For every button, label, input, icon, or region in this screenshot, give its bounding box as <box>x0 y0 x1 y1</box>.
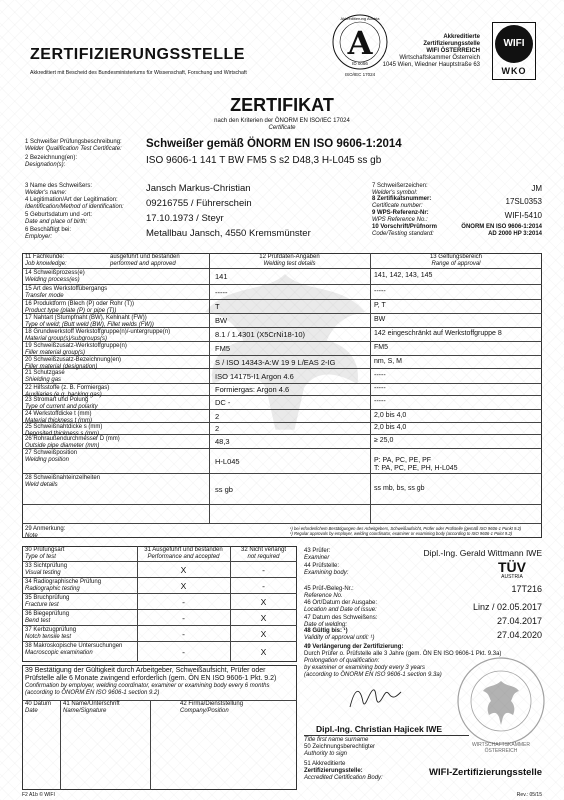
field-2-value: ISO 9606-1 141 T BW FM5 S s2 D48,3 H-L045 ss gb <box>146 155 382 166</box>
header-label: 40 Datum <box>25 701 52 707</box>
row-test-value: DC - <box>215 398 231 407</box>
row-label <box>25 301 210 315</box>
header-13 <box>370 254 542 268</box>
range-line: ≥ 25,0 <box>374 437 394 444</box>
akk-ring-text: Akkreditierung Austria <box>340 16 380 21</box>
row-range-value <box>374 272 432 280</box>
row-label-de: 25 Schweißnahtdicke s (mm) <box>25 424 103 430</box>
row-range-value <box>374 412 406 420</box>
signer-title: Title first name surname <box>304 737 369 743</box>
header-label-en: Range of approval <box>431 261 481 267</box>
row-label-en: Filler material (designation) <box>25 364 98 370</box>
field-label-en: Reference No. <box>304 593 343 599</box>
confirm-line: Prüfstelle alle 6 Monate zwingend erforderlich (gem. ÖN EN ISO 9606-1 Pkt. 9.2) <box>25 675 277 682</box>
zs-title: ZERTIFIZIERUNGSSTELLE <box>30 46 245 63</box>
field-49-line: (according to ÖNORM EN ISO 9606-1 section 9.3a) <box>304 672 442 678</box>
field-8-value: 17SL0353 <box>505 197 542 206</box>
row-range-value <box>374 424 406 432</box>
test-not-required-mark: X <box>260 613 267 623</box>
row-label-de: 17 Nahtart (Stumpfnaht (BW), Kehlnaht (FW)) <box>25 315 147 321</box>
field-10-value-line: AD 2000 HP 3:2014 <box>488 231 542 237</box>
table-row <box>22 369 542 384</box>
test-done-mark: X <box>180 565 187 575</box>
field-50 <box>304 744 375 758</box>
footer-right: Rev.: 05/15 <box>516 792 542 798</box>
row-label <box>25 436 210 450</box>
header-12 <box>209 254 370 268</box>
field-label-en: Location and Date of issue: <box>304 607 377 613</box>
table-row <box>22 314 542 328</box>
row-test-value: S / ISO 14343-A:W 19 9 L/EAS 2-IG <box>215 357 336 367</box>
table-row <box>22 300 542 314</box>
range-line: ----- <box>374 287 386 295</box>
akk-letter: A <box>347 24 373 62</box>
range-line: 142 eingeschränkt auf Werkstoffgruppe 8 <box>374 330 502 337</box>
field-label: 49 Verlängerung der Zertifizierung: <box>304 644 404 650</box>
field-7-label <box>372 183 428 197</box>
row-range-value <box>374 485 425 493</box>
row-label-de: 27 Schweißposition <box>25 450 78 456</box>
row-test-value: 2 <box>215 424 220 433</box>
field-10-value-line: ÖNORM EN ISO 9606-1:2014 <box>461 224 542 230</box>
test-label-de: 35 Bruchprüfung <box>25 595 70 601</box>
field-46-value: Linz / 02.05.2017 <box>472 602 542 612</box>
field-label: 50 Zeichnungsberechtigter <box>304 744 376 750</box>
row-test-value: H-L045 <box>215 456 240 466</box>
test-label <box>25 563 67 577</box>
row-range-value <box>374 358 402 366</box>
field-label-en: WPS Reference No.: <box>372 217 428 223</box>
range-line: T: PA, PC, PE, PH, H-L045 <box>374 464 458 472</box>
row-label-de: 26 Rohraußendurchmesser D (mm) <box>25 436 120 442</box>
test-row <box>22 594 297 610</box>
field-label-en: Validity of approval until: ¹) <box>304 635 375 641</box>
field-label: 3 Name des Schweißers: <box>25 183 93 189</box>
test-label-de: 38 Makroskopische Untersuchungen <box>25 643 123 649</box>
test-not-required-mark: - <box>262 581 265 591</box>
field-5-label <box>25 212 92 226</box>
range-line: ----- <box>374 398 386 405</box>
table-row <box>22 435 542 449</box>
field-5-value: 17.10.1973 / Steyr <box>146 213 224 224</box>
test-label-en: Fracture test <box>25 602 59 608</box>
row-range-value <box>374 302 386 310</box>
field-label: 43 Prüfer: <box>304 548 331 554</box>
row-label <box>25 343 210 357</box>
field-label: 6 Beschäftigt bei: <box>25 227 72 233</box>
row-test-value: ss gb <box>215 484 233 494</box>
field-48-label <box>304 628 374 642</box>
header-11b <box>110 254 180 268</box>
field-label-en: Welder Qualification Test Certificate: <box>25 146 122 152</box>
certificate-subtitle: nach den Kriterien der ÖNORM EN ISO/IEC 17024 <box>214 118 350 124</box>
field-label-en: Examining body: <box>304 570 349 576</box>
wifi-logo <box>492 22 536 80</box>
signature <box>345 682 405 712</box>
field-label: 4 Legitimation/Art der Legitimation: <box>25 197 118 203</box>
field-label-en: Designation(s): <box>25 162 66 168</box>
certificate-title: ZERTIFIKAT <box>230 95 334 115</box>
field-10-label <box>372 224 437 238</box>
field-label: 44 Prüfstelle: <box>304 563 340 569</box>
header-40 <box>25 701 51 715</box>
field-43-label <box>304 548 330 562</box>
table-row <box>22 396 542 410</box>
test-done-mark: - <box>182 647 185 657</box>
field-label-en: Date and place of birth: <box>25 219 88 225</box>
range-line: FM5 <box>374 344 388 351</box>
row-label-en: Transfer mode <box>25 293 64 299</box>
row-test-value: 8.1 / 1.4301 (X5CrNi18-10) <box>215 330 306 339</box>
test-not-required-mark: - <box>262 565 265 575</box>
table-row <box>22 423 542 435</box>
field-48-value: 27.04.2020 <box>496 630 542 640</box>
header-label: 11 Fachkunde: <box>25 254 65 260</box>
table-row <box>22 356 542 369</box>
field-9-label <box>372 210 429 224</box>
header-31 <box>137 547 230 561</box>
right-header <box>360 34 480 69</box>
field-47-label <box>304 615 377 629</box>
field-6-value: Metallbau Jansch, 4550 Kremsmünster <box>146 228 311 239</box>
field-label-en: Code/Testing standard: <box>372 231 434 237</box>
range-line: 2,0 bis 4,0 <box>374 424 407 431</box>
range-line: 141, 142, 143, 145 <box>374 272 433 279</box>
header-label-en: Welding test details <box>263 261 316 267</box>
test-label <box>25 627 76 641</box>
signer-name: Dipl.-Ing. Christian Hajicek IWE <box>316 724 443 734</box>
test-row <box>22 626 297 642</box>
field-label: 51 Akkreditierte <box>304 761 346 767</box>
test-label-de: 33 Sichtprüfung <box>25 563 68 569</box>
row-test-value: FM5 <box>215 344 230 353</box>
note-label-en: Note <box>25 533 38 539</box>
field-2-label <box>25 155 77 169</box>
field-label: 5 Geburtsdatum und -ort: <box>25 212 93 218</box>
field-1-value: Schweißer gemäß ÖNORM EN ISO 9606-1:2014 <box>146 138 402 150</box>
test-row <box>22 610 297 626</box>
row-label-en: Deposited thickness s (mm) <box>25 431 100 437</box>
table-row <box>22 328 542 342</box>
range-line: BW <box>374 316 386 323</box>
certificate-subtitle-en: Certificate <box>268 125 296 131</box>
field-8-label <box>372 196 431 210</box>
confirm-39 <box>25 667 295 697</box>
test-not-required-mark: X <box>260 629 267 639</box>
field-44-label <box>304 563 348 577</box>
test-done-mark: - <box>182 613 185 623</box>
header-label-en: performed and approved <box>110 261 176 267</box>
header-32 <box>230 547 297 561</box>
wko-seal-icon <box>455 655 547 747</box>
right-header-line: Wirtschaftskammer Österreich <box>399 55 480 61</box>
row-test-value: 2 <box>215 411 220 421</box>
tuv-logo-sub: AUSTRIA <box>501 574 523 580</box>
row-label <box>25 397 210 411</box>
header-11 <box>25 254 67 268</box>
header-label: 31 Ausgeführt und bestanden <box>144 547 223 553</box>
wifi-logo-text: WIFI <box>495 25 533 63</box>
test-label-de: 37 Kerbzugprüfung <box>25 627 77 633</box>
row-range-value <box>374 316 385 324</box>
row-label-de: 23 Stromart und Polung <box>25 397 89 403</box>
header-label: 13 Geltungsbereich <box>429 254 483 260</box>
row-label-de: 21 Schutzgase <box>25 370 65 376</box>
test-row <box>22 642 297 662</box>
row-test-value: ISO 14175-I1 Argon 4.6 <box>215 371 294 381</box>
header-30 <box>25 547 64 561</box>
header-label-en: not required <box>247 554 280 560</box>
field-46-label <box>304 600 377 614</box>
header-41 <box>63 701 120 715</box>
row-label-en: Product type (plate (P) or pipe (T)) <box>25 308 117 314</box>
field-51 <box>304 761 383 782</box>
row-label-en: Welding position <box>25 457 69 463</box>
row-label-en: Material group(s)/subgroups(s) <box>25 336 108 342</box>
akk-number: ID 0056 <box>352 61 368 66</box>
test-label-en: Notch tensile test <box>25 634 72 640</box>
row-label <box>25 475 210 489</box>
field-label: 7 Schweißerzeichen: <box>372 183 428 189</box>
row-label-en: Auxiliaries (e.g. backing gas) <box>25 392 102 398</box>
field-10-value <box>461 224 542 238</box>
note-label: 29 Anmerkung: <box>25 526 66 532</box>
row-label-en: Outside pipe diameter (mm) <box>25 443 100 449</box>
field-label-en: Identification/Method of identification: <box>25 204 124 210</box>
table-row <box>22 342 542 356</box>
table-row <box>22 449 542 474</box>
header-label-en: Name/Signature <box>63 708 107 714</box>
field-label-en: Authority to sign <box>304 751 348 757</box>
field-9-value: WIFI-5410 <box>504 211 542 220</box>
header-label-en: Job knowledge: <box>25 261 67 267</box>
confirm-line-en: Confirmation by employer, welding coordinator, examiner or examining body every 6 months <box>25 683 270 689</box>
row-label <box>25 329 210 343</box>
header-label: 41 Name/Unterschrift <box>63 701 120 707</box>
test-not-required-mark: X <box>260 647 267 657</box>
field-7-value: JM <box>531 184 542 193</box>
range-line: P: PA, PC, PE, PF <box>374 456 432 464</box>
row-label-de: 15 Art des Werkstoffübergangs <box>25 286 108 292</box>
test-label <box>25 611 69 625</box>
row-label-en: Type of current and polarity <box>25 404 98 410</box>
field-4-label <box>25 197 124 211</box>
field-label-en: Date of welding: <box>304 622 348 628</box>
row-range-value <box>374 288 386 296</box>
test-label-en: Bend test <box>25 618 51 624</box>
note-29 <box>25 526 65 540</box>
row-label-en: Shielding gas <box>25 377 62 383</box>
header-label-en: Type of test <box>25 554 56 560</box>
field-4-value: 09216755 / Führerschein <box>146 198 252 209</box>
akk-standard: ISO/IEC 17024 <box>344 72 376 77</box>
field-3-label <box>25 183 92 197</box>
right-header-line: Akkreditierte <box>443 34 480 40</box>
field-label: 45 Prüf-/Beleg-Nr.: <box>304 586 354 592</box>
zs-subtitle: Akkreditiert mit Bescheid des Bundesministeriums für Wissenschaft, Forschung und Wirtschaft <box>30 70 247 76</box>
row-label-de: 22 Hilfsstoffe (z. B. Formiergas) <box>25 385 110 391</box>
row-test-value: BW <box>215 316 228 325</box>
row-test-value: T <box>215 302 220 311</box>
footer-left: F2 A1b © WIFI <box>22 792 55 798</box>
test-done-mark: X <box>180 581 187 591</box>
range-line: P, T <box>374 302 386 309</box>
row-label <box>25 286 210 300</box>
row-test-value: 141 <box>215 272 228 281</box>
row-label-en: Welding process(es) <box>25 277 80 283</box>
confirm-line-en: (according to ÖNORM EN ISO 9606-1 section 9.2) <box>25 690 160 696</box>
row-label-de: 24 Werkstoffdicke t (mm) <box>25 411 92 417</box>
test-label <box>25 595 69 609</box>
confirm-line: 39 Bestätigung der Gültigkeit durch Arbeitgeber, Schweißaufsicht, Prüfer oder <box>25 667 266 674</box>
field-label: 46 Ort/Datum der Ausgabe: <box>304 600 378 606</box>
field-label: 9 WPS-Referenz-Nr: <box>372 210 429 216</box>
field-45-value: 17T216 <box>511 584 542 594</box>
row-range-value <box>374 344 388 352</box>
tuv-logo <box>490 560 534 580</box>
row-label-de: 19 Schweißzusatz-Werkstoffgruppe(n) <box>25 343 127 349</box>
seal-ring-text: WIRTSCHAFTSKAMMER ÖSTERREICH <box>472 742 530 754</box>
test-label-en: Visual testing <box>25 570 61 576</box>
table-row <box>22 410 542 423</box>
field-label: 8 Zertifikatsnummer: <box>372 196 432 202</box>
header-label-en: Performance and accepted <box>147 554 220 560</box>
right-header-line: Zertifizierungsstelle <box>423 41 480 47</box>
wko-logo-text: WKO <box>501 66 527 76</box>
tuv-logo-text: TÜV <box>498 559 526 575</box>
row-test-value: ----- <box>215 287 228 297</box>
row-label-de: 28 Schweißnahteinzelheiten <box>25 475 101 481</box>
row-label-de: 20 Schweißzusatz-Bezeichnung(en) <box>25 357 122 363</box>
table-row <box>22 285 542 300</box>
row-label <box>25 370 210 384</box>
range-line: ss mb, bs, ss gb <box>374 484 425 492</box>
field-49-line: Durch Prüfer o. Prüfstelle alle 3 Jahre (gem. ÖN EN ISO 9606-1 Pkt. 9.3a) <box>304 651 502 657</box>
row-label <box>25 315 210 329</box>
table-row <box>22 474 542 505</box>
field-1-label <box>25 139 122 153</box>
field-6-label <box>25 227 71 241</box>
field-label-en: Examiner <box>304 555 330 561</box>
right-header-line: 1045 Wien, Wiedner Hauptstraße 63 <box>382 62 480 68</box>
row-label-de: 16 Produktform (Blech (P) oder Rohr (T)) <box>25 301 135 307</box>
test-label-de: 36 Biegeprüfung <box>25 611 70 617</box>
field-label-en: Accredited Certification Body: <box>304 775 383 781</box>
header-label: ausgeführt und bestanden <box>110 254 180 260</box>
row-range-value <box>374 385 386 393</box>
field-label: 2 Bezeichnung(en): <box>25 155 78 161</box>
row-label-en: Material thickness t (mm) <box>25 418 93 424</box>
row-range-value <box>374 457 458 473</box>
field-label-en: Employer: <box>25 234 53 240</box>
header-label: 32 Nicht verlangt <box>240 547 287 553</box>
range-line: 2,0 bis 4,0 <box>374 411 407 419</box>
field-49-line: by examiner or examining body every 3 years <box>304 665 426 671</box>
footnote-2: ¹) Regular approvals by employer, welding coordinator, examiner or examining body (according to ISO 9606-1 Point 9.2) <box>290 531 513 536</box>
field-label: 1 Schweißer Prüfungsbeschreibung: <box>25 139 122 145</box>
table-row <box>22 269 542 285</box>
row-range-value <box>374 437 393 445</box>
field-47-value: 27.04.2017 <box>496 616 542 626</box>
row-test-value: 48,3 <box>215 437 230 446</box>
field-49-line: Prolongation of qualification: <box>304 658 380 664</box>
right-header-line: WIFI ÖSTERREICH <box>426 48 480 54</box>
row-label-en: Type of weld; (Butt weld (BW), Fillet welds (FW)) <box>25 322 154 328</box>
row-test-value: Formiergas: Argon 4.6 <box>215 385 290 394</box>
test-label-en: Radiographic testing <box>25 586 80 592</box>
test-row <box>22 578 297 594</box>
field-label-en: Welder's name: <box>25 190 67 196</box>
header-label: 12 Prüfdaten-Angaben <box>259 254 320 260</box>
range-line: nm, S, M <box>374 357 403 365</box>
header-label: 42 Firma/Dienststellung <box>180 701 244 707</box>
row-label-en: Filler material group(s) <box>25 350 86 356</box>
field-label: Zertifizierungsstelle: <box>304 768 363 774</box>
header-42 <box>180 701 243 715</box>
range-line: ----- <box>374 385 386 392</box>
table-row <box>22 384 542 396</box>
field-label: 47 Datum des Schweißens: <box>304 615 378 621</box>
test-not-required-mark: X <box>260 597 267 607</box>
row-label-en: Weld details <box>25 482 58 488</box>
test-label-de: 34 Radiographische Prüfung <box>25 579 102 585</box>
test-done-mark: - <box>182 629 185 639</box>
field-label-en: Welder's symbol: <box>372 190 418 196</box>
test-label-en: Macroscopic examination <box>25 650 93 656</box>
row-range-value <box>374 330 502 338</box>
header-label-en: Date <box>25 708 38 714</box>
row-label <box>25 450 210 464</box>
field-label-en: Certificate number: <box>372 203 423 209</box>
field-3-value: Jansch Markus-Christian <box>146 183 251 194</box>
row-range-value <box>374 398 386 406</box>
test-done-mark: - <box>182 597 185 607</box>
row-label <box>25 270 210 284</box>
header-label: 30 Prüfungsart <box>25 547 65 553</box>
test-row <box>22 562 297 578</box>
row-label-de: 14 Schweißprozess(e) <box>25 270 85 276</box>
test-label <box>25 579 101 593</box>
header-label-en: Company/Position <box>180 708 229 714</box>
field-45-label <box>304 586 354 600</box>
field-label: 48 Gültig bis: ¹) <box>304 628 348 634</box>
test-label <box>25 643 122 657</box>
field-label: 10 Vorschrift/Prüfnorm <box>372 224 437 230</box>
row-label-de: 18 Grundwerkstoff Werkstoffgruppe(n)/-untergruppe(n) <box>25 329 171 335</box>
row-range-value <box>374 372 386 380</box>
range-line: ----- <box>374 371 386 379</box>
field-43-value: Dipl.-Ing. Gerald Wittmann IWE <box>423 548 542 558</box>
field-51-value: WIFI-Zertifizierungsstelle <box>429 767 542 778</box>
footnote-1: ¹) bei erforderlichem Bestätigungen des Arbeitgebers, Schweißaufsicht, Prüfer oder Prüfstelle (gemäß ISO 9606-1 Punkt 9.2) <box>290 526 522 531</box>
